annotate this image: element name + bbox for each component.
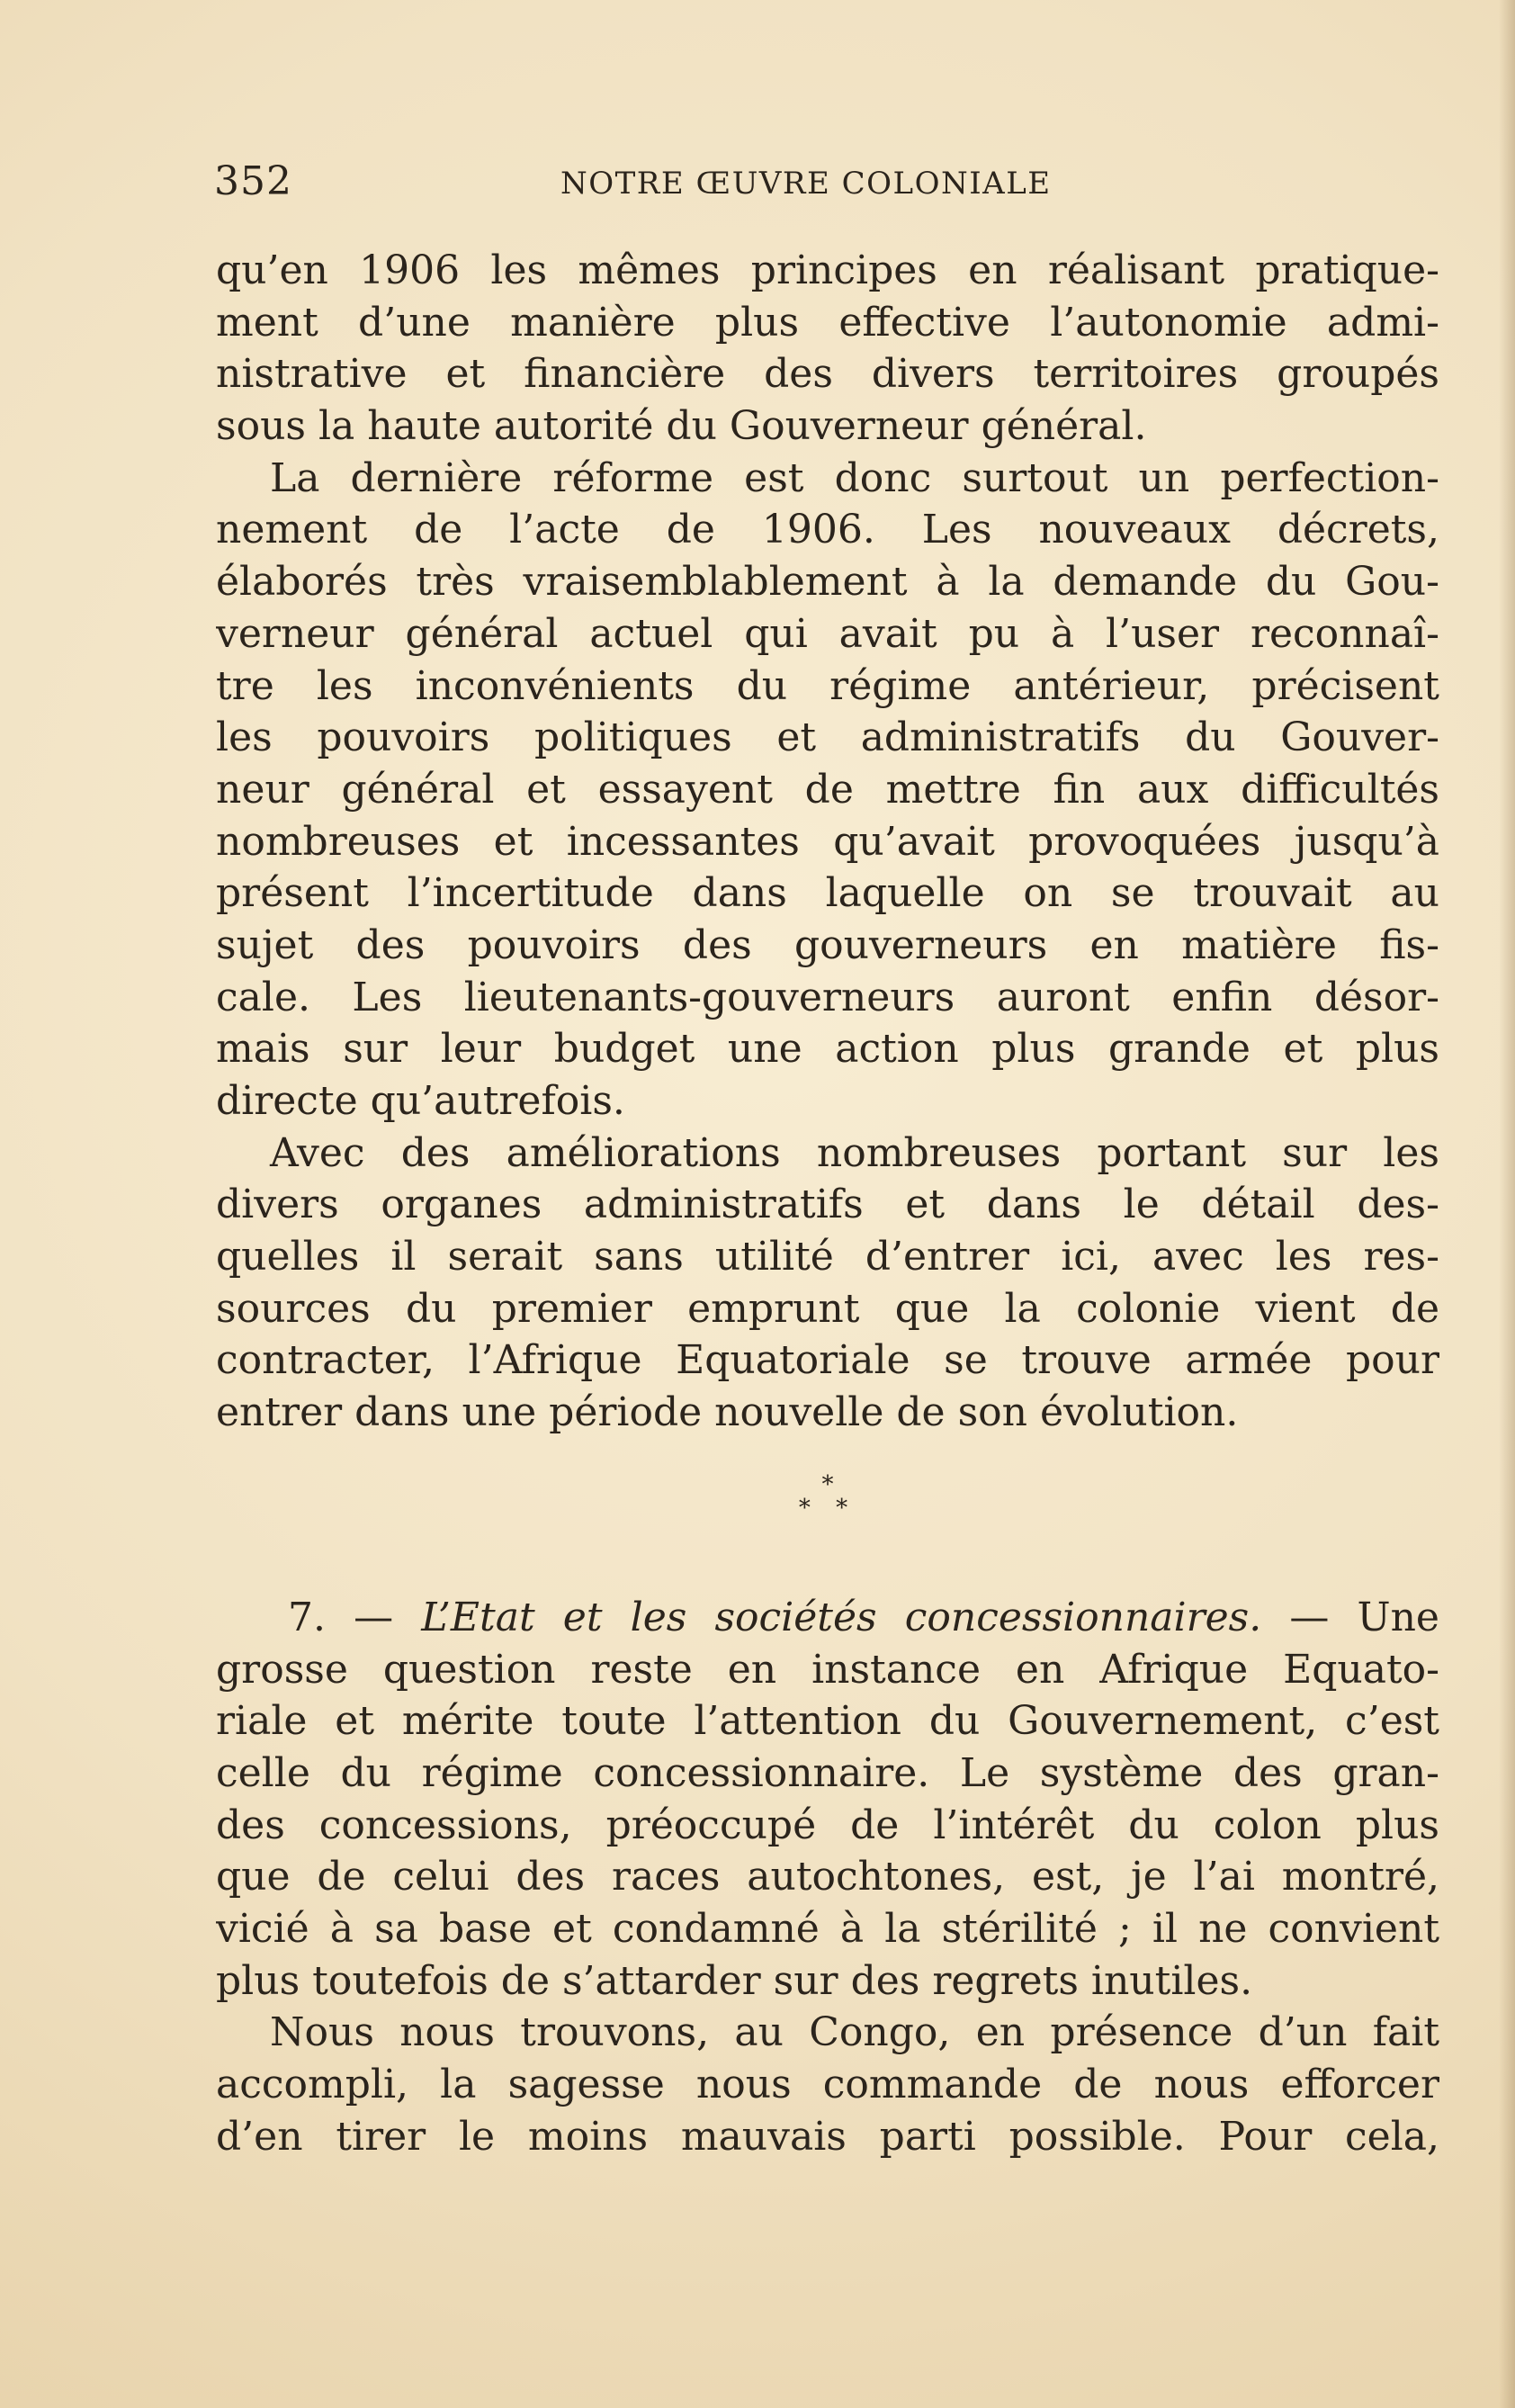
- text-line: directe qu’autrefois.: [216, 1078, 625, 1124]
- section-number: 7. —: [288, 1594, 394, 1640]
- body-text: [216, 245, 1439, 2162]
- text-line: celle du régime concessionnaire. Le système des gran-: [216, 1749, 1439, 1796]
- page-header: [214, 158, 1438, 212]
- text-line: ment d’une manière plus effective l’autonomie admi-: [216, 299, 1439, 346]
- text-line: plus toutefois de s’attarder sur des regrets inutiles.: [216, 1957, 1253, 2004]
- text-line: sous la haute autorité du Gouverneur général.: [216, 403, 1147, 450]
- section-break: [216, 1439, 1439, 1592]
- running-title: NOTRE ŒUVRE COLONIALE: [560, 166, 1052, 202]
- page-number: 352: [214, 158, 292, 204]
- text-line: Nous nous trouvons, au Congo, en présence d’un fait: [270, 2009, 1439, 2056]
- text-line: d’en tirer le moins mauvais parti possible. Pour cela,: [216, 2113, 1439, 2160]
- text-line: vicié à sa base et condamné à la stérilité ; il ne convient: [216, 1905, 1439, 1952]
- asterism-bottom-stars: * *: [798, 1494, 857, 1522]
- text-line: Avec des améliorations nombreuses portant sur les: [270, 1129, 1439, 1176]
- text-line: divers organes administratifs et dans le détail des-: [216, 1182, 1439, 1228]
- text-line: quelles il serait sans utilité d’entrer ici, avec les res-: [216, 1234, 1439, 1280]
- text-line: qu’en 1906 les mêmes principes en réalisant pratique-: [216, 247, 1439, 293]
- paragraph-reform: [216, 453, 1439, 1128]
- text-line: accompli, la sagesse nous commande de nous efforcer: [216, 2062, 1439, 2107]
- text-line: que de celui des races autochtones, est, je l’ai montré,: [216, 1854, 1439, 1900]
- text-line: tre les inconvénients du régime antérieur, précisent: [216, 662, 1439, 709]
- section-7: [216, 1592, 1439, 2008]
- page-binding-shadow: [1499, 0, 1515, 2408]
- text-line: contracter, l’Afrique Equatoriale se trouve armée pour: [216, 1337, 1439, 1384]
- text-line: mais sur leur budget une action plus grande et plus: [216, 1026, 1439, 1073]
- text-line: nombreuses et incessantes qu’avait provoquées jusqu’à: [216, 818, 1439, 865]
- asterism-ornament: [216, 1470, 1439, 1522]
- text-line: riale et mérite toute l’attention du Gouvernement, c’est: [216, 1698, 1439, 1745]
- paragraph-congo: [216, 2007, 1439, 2162]
- section-heading-line: [216, 1592, 1439, 1644]
- text-line: verneur général actuel qui avait pu à l’user reconnaî-: [216, 610, 1439, 657]
- text-line: sujet des pouvoirs des gouverneurs en matière fis-: [216, 921, 1439, 968]
- text-line: nistrative et financière des divers territoires groupés: [216, 351, 1439, 398]
- section-title: L’Etat et les sociétés concessionnaires.: [421, 1594, 1262, 1640]
- text-line: nement de l’acte de 1906. Les nouveaux décrets,: [216, 507, 1439, 553]
- text-line: cale. Les lieutenants-gouverneurs auront enfin désor-: [216, 974, 1439, 1020]
- paragraph-continuation: [216, 245, 1439, 453]
- text-line: entrer dans une période nouvelle de son évolution.: [216, 1389, 1239, 1436]
- section-heading-continuation: — Une: [1289, 1594, 1439, 1640]
- text-line: sources du premier emprunt que la colonie vient de: [216, 1285, 1439, 1332]
- text-line: La dernière réforme est donc surtout un perfection-: [270, 454, 1439, 501]
- text-line: neur général et essayent de mettre fin aux difficultés: [216, 766, 1439, 813]
- text-line: des concessions, préoccupé de l’intérêt du colon plus: [216, 1802, 1439, 1848]
- asterism-top-star: *: [821, 1470, 834, 1498]
- paragraph-improvements: [216, 1128, 1439, 1439]
- text-line: les pouvoirs politiques et administratifs du Gouver-: [216, 714, 1439, 761]
- text-line: élaborés très vraisemblablement à la demande du Gou-: [216, 559, 1439, 606]
- text-line: grosse question reste en instance en Afrique Equato-: [216, 1646, 1439, 1693]
- text-line: présent l’incertitude dans laquelle on se trouvait au: [216, 870, 1439, 917]
